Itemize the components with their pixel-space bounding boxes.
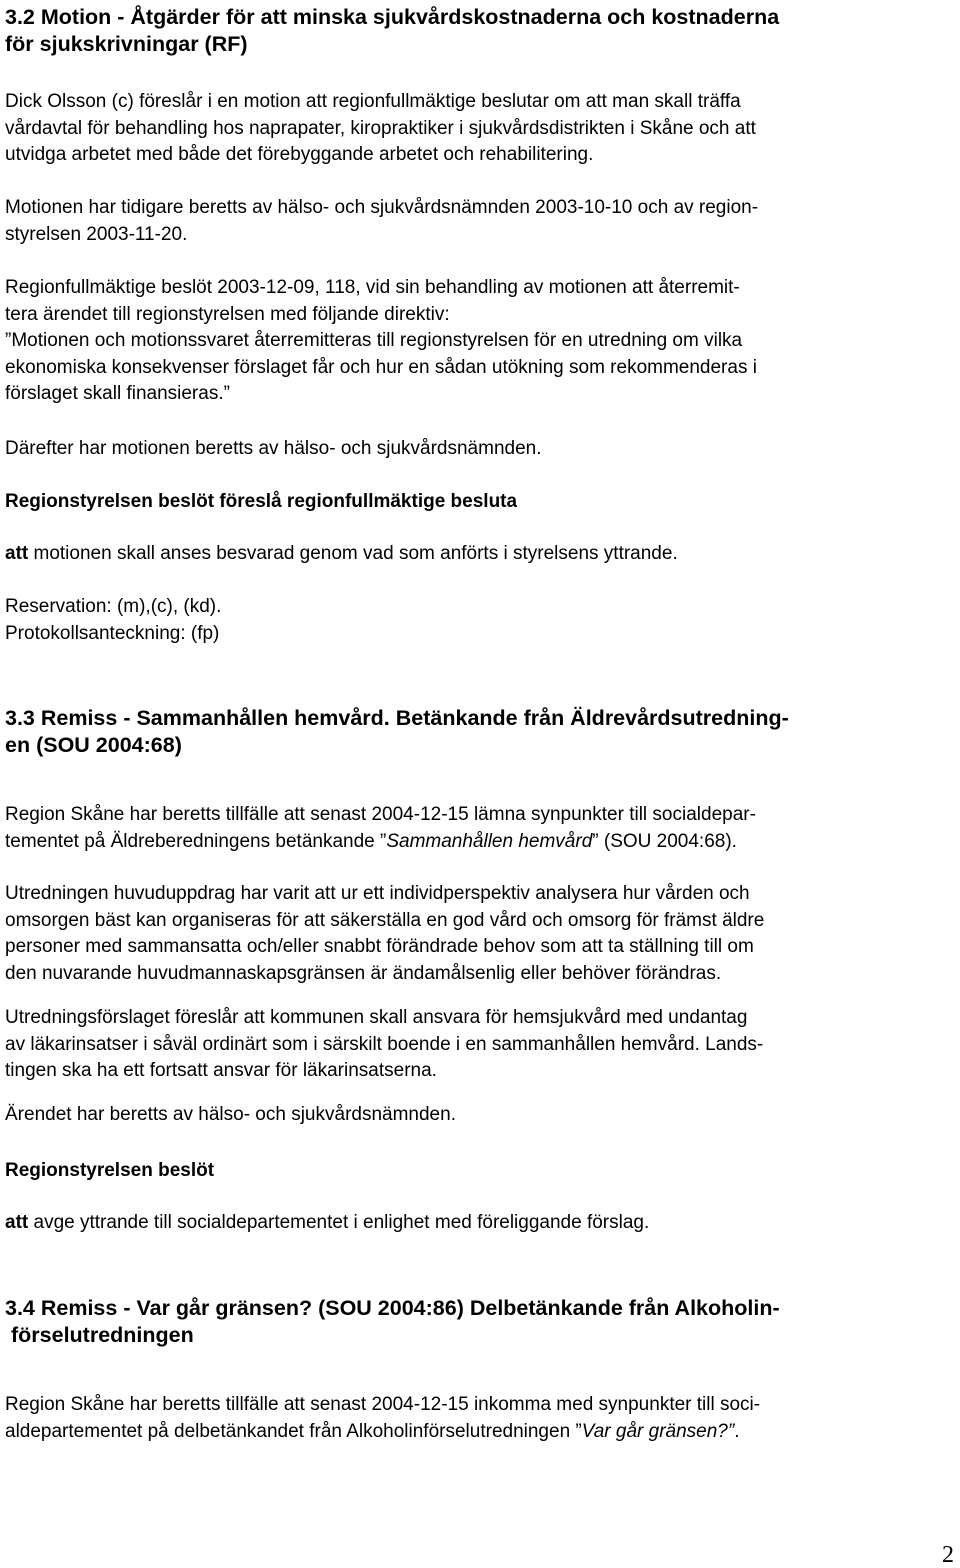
- italic-title: Var går gränsen?”: [581, 1420, 735, 1442]
- paragraph: [5, 1392, 760, 1445]
- text-line: ”Motionen och motionssvaret återremitteras till regionstyrelsen för en utredning om vilka: [5, 330, 743, 351]
- paragraph: [5, 881, 764, 987]
- text-span: tementet på Äldreberedningens betänkande ”: [5, 830, 387, 852]
- text-line: utvidga arbetet med både det förebyggande arbetet och rehabilitering.: [5, 144, 594, 165]
- decision-line: [5, 541, 678, 568]
- page-number: 2: [942, 1542, 954, 1568]
- heading-line: 3.2 Motion - Åtgärder för att minska sjukvårdskostnaderna och kostnaderna: [5, 5, 780, 29]
- decision-heading: Regionstyrelsen beslöt föreslå regionfullmäktige besluta: [5, 491, 518, 512]
- text-line: Region Skåne har beretts tillfälle att senast 2004-12-15 lämna synpunkter till socialdepar-: [5, 804, 756, 825]
- italic-title: Sammanhållen hemvård: [386, 830, 593, 852]
- protocol-note: Protokollsanteckning: (fp): [5, 622, 220, 644]
- notes: [5, 594, 221, 647]
- text-line: Utredningsförslaget föreslår att kommunen skall ansvara för hemsjukvård med undantag: [5, 1007, 748, 1028]
- heading-line: förselutredningen: [11, 1323, 194, 1347]
- paragraph: Därefter har motionen beretts av hälso- och sjukvårdsnämnden.: [5, 438, 542, 459]
- text-line: av läkarinsatser i såväl ordinärt som i särskilt boende i en sammanhållen hemvård. Lands-: [5, 1033, 764, 1055]
- paragraph: [5, 89, 756, 169]
- decision-text: motionen skall anses besvarad genom vad som anförts i styrelsens yttrande.: [28, 543, 678, 564]
- heading-line: en (SOU 2004:68): [5, 733, 182, 757]
- text-line: tingen ska ha ett fortsatt ansvar för läkarinsatserna.: [5, 1060, 437, 1081]
- text-line: Motionen har tidigare beretts av hälso- och sjukvårdsnämnden 2003-10-10 och av region-: [5, 197, 759, 218]
- text-span: aldepartementet på delbetänkandet från Alkoholinförselutredningen ”: [5, 1420, 582, 1442]
- text-span: ” (SOU 2004:68).: [592, 830, 737, 852]
- text-line: Dick Olsson (c) föreslår i en motion att regionfullmäktige beslutar om att man skall träffa: [5, 91, 741, 112]
- paragraph: [5, 275, 757, 408]
- text-line: tera ärendet till regionstyrelsen med följande direktiv:: [5, 303, 450, 325]
- section-3-2-heading: [5, 4, 779, 58]
- text-line: omsorgen bäst kan organiseras för att säkerställa en god vård och omsorg för främst äldre: [5, 909, 765, 931]
- text-line: ekonomiska konsekvenser förslaget får och hur en sådan utökning som rekommenderas i: [5, 356, 757, 378]
- text-line: personer med sammansatta och/eller snabbt förändrade behov som att ta ställning till om: [5, 936, 754, 957]
- text-span: .: [734, 1420, 740, 1442]
- text-line: vårdavtal för behandling hos naprapater, kiropraktiker i sjukvårdsdistrikten i Skåne och att: [5, 117, 756, 139]
- att-keyword: att: [5, 1212, 29, 1233]
- reservation: Reservation: (m),(c), (kd).: [5, 596, 222, 617]
- text-line: [5, 829, 756, 856]
- heading-line: för sjukskrivningar (RF): [5, 32, 248, 56]
- paragraph: [5, 802, 756, 855]
- decision-text: avge yttrande till socialdepartementet i enlighet med föreliggande förslag.: [28, 1212, 650, 1233]
- text-line: Region Skåne har beretts tillfälle att senast 2004-12-15 inkomma med synpunkter till soci-: [5, 1394, 761, 1415]
- text-line: [5, 1419, 760, 1446]
- paragraph: [5, 195, 758, 248]
- paragraph: [5, 1005, 763, 1085]
- heading-line: 3.3 Remiss - Sammanhållen hemvård. Betänkande från Äldrevårdsutredning-: [5, 706, 789, 730]
- text-line: styrelsen 2003-11-20.: [5, 223, 188, 245]
- text-line: Utredningen huvuduppdrag har varit att ur ett individperspektiv analysera hur vården och: [5, 883, 750, 904]
- text-line: förslaget skall finansieras.”: [5, 383, 230, 404]
- paragraph: Ärendet har beretts av hälso- och sjukvårdsnämnden.: [5, 1104, 456, 1125]
- heading-line: 3.4 Remiss - Var går gränsen? (SOU 2004:86) Delbetänkande från Alkoholin-: [5, 1296, 780, 1320]
- text-line: Regionfullmäktige beslöt 2003-12-09, 118, vid sin behandling av motionen att återremit-: [5, 277, 740, 298]
- decision-heading: Regionstyrelsen beslöt: [5, 1160, 215, 1181]
- section-3-4-heading: [5, 1295, 780, 1349]
- text-line: den nuvarande huvudmannaskapsgränsen är ändamålsenlig eller behöver förändras.: [5, 962, 722, 984]
- att-keyword: att: [5, 543, 29, 564]
- section-3-3-heading: [5, 705, 789, 759]
- decision-line: [5, 1210, 649, 1237]
